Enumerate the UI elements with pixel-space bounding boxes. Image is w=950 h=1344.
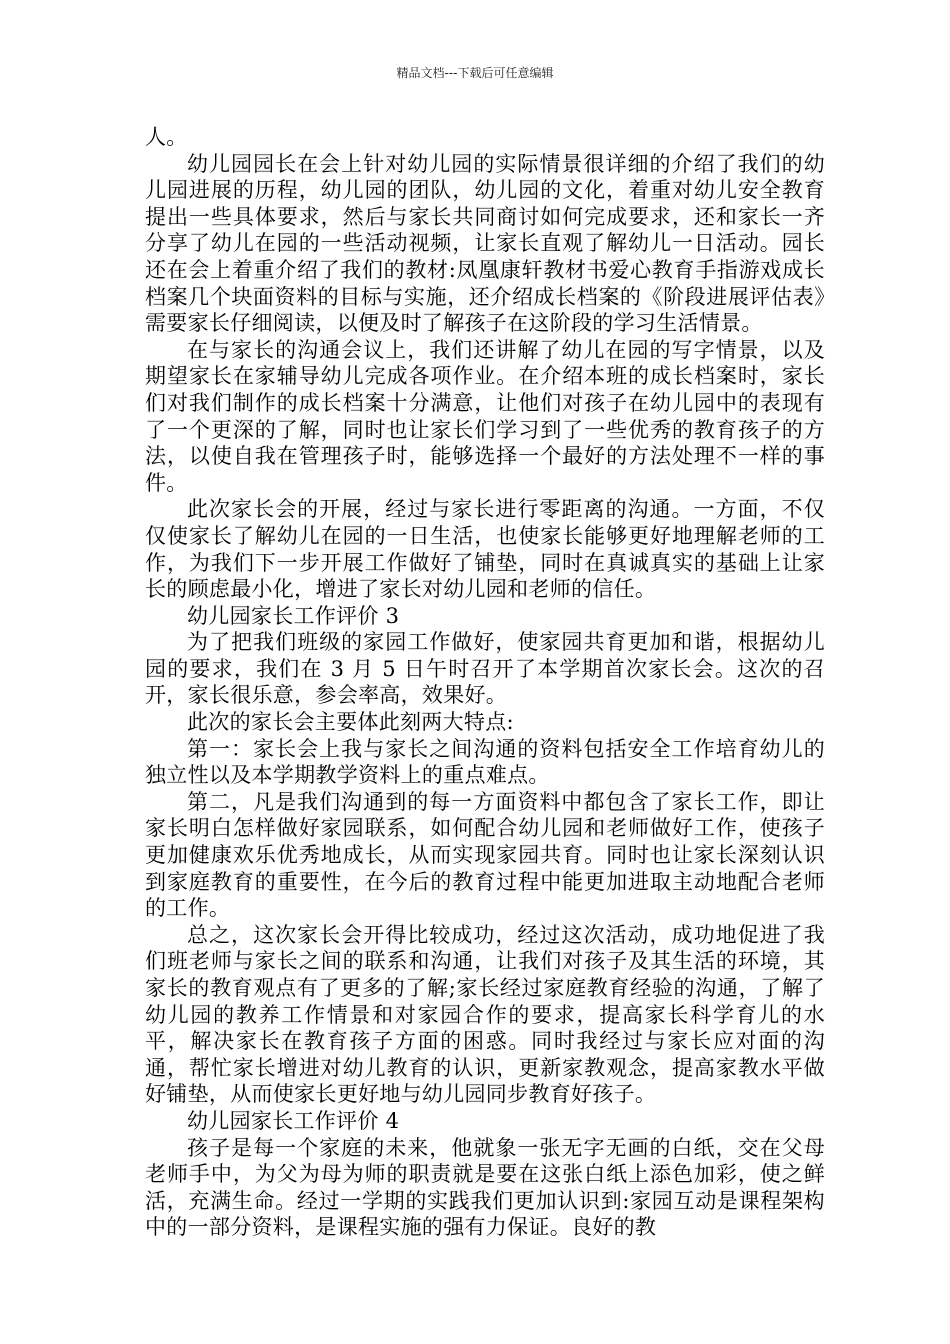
paragraph: 在与家长的沟通会议上，我们还讲解了幼儿在园的写字情景，以及期望家长在家辅导幼儿完成各项作业。在介绍本班的成长档案时，家长们对我们制作的成长档案十分满意，让他们对孩子在幼儿园中的表现有了一个更深的了解，同时也让家长们学习到了一些优秀的教育孩子的方法，以使自我在管理孩子时，能够选择一个最好的方法处理不一样的事件。 bbox=[145, 337, 825, 495]
paragraph: 此次家长会的开展，经过与家长进行零距离的沟通。一方面，不仅仅使家长了解幼儿在园的一日生活，也使家长能够更好地理解老师的工作，为我们下一步开展工作做好了铺垫，同时在真诚真实的基础上让家长的顾虑最小化，增进了家长对幼儿园和老师的信任。 bbox=[145, 497, 825, 602]
section-heading: 幼儿园家长工作评价 4 bbox=[187, 1108, 400, 1133]
section-heading: 幼儿园家长工作评价 3 bbox=[187, 603, 400, 628]
paragraph: 人。 bbox=[145, 125, 188, 149]
page-header: 精品文档---下载后可任意编辑 bbox=[396, 66, 554, 80]
paragraph: 为了把我们班级的家园工作做好，使家园共育更加和谐，根据幼儿园的要求，我们在 3 月 5 日午时召开了本学期首次家长会。这次的召开，家长很乐意，参会率高，效果好。 bbox=[145, 630, 825, 708]
paragraph: 此次的家长会主要体此刻两大特点: bbox=[187, 710, 514, 735]
paragraph: 幼儿园园长在会上针对幼儿园的实际情景很详细的介绍了我们的幼儿园进展的历程，幼儿园的团队，幼儿园的文化，着重对幼儿安全教育提出一些具体要求，然后与家长共同商讨如何完成要求，还和家长一齐分享了幼儿在园的一些活动视频，让家长直观了解幼儿一日活动。园长还在会上着重介绍了我们的教材:凤凰康轩教材书爱心教育手指游戏成长档案几个块面资料的目标与实施，还介绍成长档案的《阶段进展评估表》需要家长仔细阅读，以便及时了解孩子在这阶段的学习生活情景。 bbox=[145, 151, 825, 336]
paragraph: 总之，这次家长会开得比较成功，经过这次活动，成功地促进了我们班老师与家长之间的联系和沟通，让我们对孩子及其生活的环境，其家长的教育观点有了更多的了解;家长经过家庭教育经验的沟通，了解了幼儿园的教养工作情景和对家园合作的要求，提高家长科学育儿的水平，解决家长在教育孩子方面的困惑。同时我经过与家长应对面的沟通，帮忙家长增进对幼儿教育的认识，更新家教观念，提高家教水平做好铺垫，从而使家长更好地与幼儿园同步教育好孩子。 bbox=[145, 922, 825, 1107]
document-body bbox=[145, 124, 825, 1241]
paragraph: 第一：家长会上我与家长之间沟通的资料包括安全工作培育幼儿的独立性以及本学期教学资料上的重点难点。 bbox=[145, 736, 825, 788]
paragraph: 孩子是每一个家庭的未来，他就象一张无字无画的白纸，交在父母老师手中，为父为母为师的职责就是要在这张白纸上添色加彩，使之鲜活，充满生命。经过一学期的实践我们更加认识到:家园互动是课程架构中的一部分资料，是课程实施的强有力保证。良好的教 bbox=[145, 1135, 825, 1240]
paragraph: 第二，凡是我们沟通到的每一方面资料中都包含了家长工作，即让家长明白怎样做好家园联系，如何配合幼儿园和老师做好工作，使孩子更加健康欢乐优秀地成长，从而实现家园共育。同时也让家长深刻认识到家庭教育的重要性，在今后的教育过程中能更加进取主动地配合老师的工作。 bbox=[145, 789, 825, 921]
